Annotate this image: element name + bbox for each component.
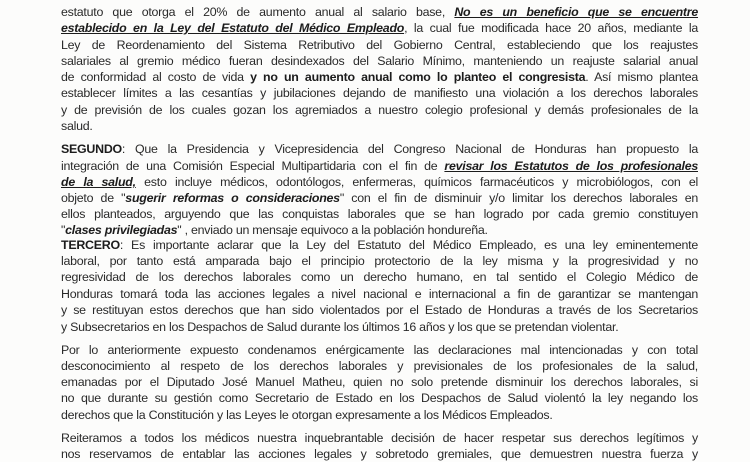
- text-run: y se restituyan estos derechos que han sido violentados por el Estado de Honduras a través de los Secretarios: [61, 303, 698, 317]
- text-run: establecer límites a las cesantías y jubilaciones dejando de manifiesto una violación a los derechos laborales: [61, 86, 698, 100]
- text-run: esto incluye médicos, odontólogos, enfermeras, químicos farmacéuticos y microbiólogos, con el: [135, 175, 699, 189]
- text-run: de conformidad al costo de vida: [61, 70, 251, 84]
- text-run: Ley de Reordenamiento del Sistema Retributivo del Gobierno Central, estableciendo que los reajustes: [61, 38, 698, 52]
- text-run: Por lo anteriormente expuesto condenamos enérgicamente las declaraciones mal intencionadas y con total: [61, 343, 698, 357]
- text-run: " con el fin de disminuir y/o limitar los derechos laborales en: [339, 191, 698, 205]
- text-line: [61, 118, 698, 134]
- emphasized-text-run: sugerir reformas o consideraciones: [125, 191, 340, 205]
- text-line: [61, 85, 698, 101]
- text-line: [61, 430, 698, 446]
- text-line: [61, 37, 698, 53]
- text-line: [61, 174, 698, 190]
- emphasized-text-run: SEGUNDO: [61, 142, 122, 156]
- emphasized-text-run: de la salud,: [61, 175, 136, 189]
- text-line: [61, 358, 698, 374]
- text-run: objeto de ": [61, 191, 126, 205]
- text-run: desconocimiento al respeto de los derechos laborales y previsionales de los profesionales de la salud,: [61, 359, 698, 373]
- text-line: [61, 286, 698, 302]
- text-run: y de previsión de los cuales gozan los agremiados a nuestro colegio profesional y demás profesionales de la: [61, 103, 698, 117]
- text-line: [61, 390, 698, 406]
- text-line: [61, 158, 698, 174]
- text-run: y Subsecretarios en los Despachos de Salud durante los últimos 16 años y los que se pretendan violentar.: [61, 320, 619, 334]
- text-run: salud.: [61, 119, 93, 133]
- text-line: [61, 53, 698, 69]
- text-run: : Que la Presidencia y Vicepresidencia del Congreso Nacional de Honduras han propuesto la: [121, 142, 698, 156]
- text-line: [61, 319, 698, 335]
- emphasized-text-run: y no un aumento anual como lo planteo el congresista: [250, 70, 586, 84]
- text-run: , la cual fue modificada hace 20 años, mediante la: [404, 21, 698, 35]
- text-run: no que durante su gestión como Secretario de Estado en los Despachos de Salud violentó la ley negando los: [61, 391, 698, 405]
- text-line: [61, 269, 698, 285]
- text-run: integración de una Comisión Especial Multipartidaria con el fin de: [61, 159, 445, 173]
- text-line: [61, 342, 698, 358]
- text-run: laboral, por tanto está amparada bajo el principio protectorio de la ley misma y la progresividad y no: [61, 254, 698, 268]
- text-line: [61, 4, 698, 20]
- text-run: : Es importante aclarar que la Ley del Estatuto del Médico Empleado, es una ley eminentemente: [119, 238, 698, 252]
- emphasized-text-run: No es un beneficio que se encuentre: [454, 5, 699, 19]
- text-run: Honduras tomará toda las acciones legales a nivel nacional e internacional a fin de garantizar se mantengan: [61, 287, 698, 301]
- text-line: [61, 237, 698, 253]
- text-run: estatuto que otorga el 20% de aumento anual al salario base,: [61, 5, 455, 19]
- text-line: [61, 20, 698, 36]
- text-run: ": [61, 223, 66, 237]
- text-line: [61, 222, 698, 238]
- text-line: [61, 407, 698, 423]
- text-line: [61, 446, 698, 462]
- text-run: derechos que la Constitución y las Leyes le otorgan expresamente a los Médicos Empleados.: [61, 408, 553, 422]
- text-run: nos reservamos de entablar las acciones legales y sobretodo gremiales, que demuestren nuestra fuerza y: [61, 447, 698, 461]
- text-line: [61, 69, 698, 85]
- emphasized-text-run: establecido en la Ley del Estatuto del Médico Empleado: [61, 21, 405, 35]
- text-line: [61, 190, 698, 206]
- text-line: [61, 374, 698, 390]
- text-run: . Así mismo plantea: [585, 70, 698, 84]
- text-line: [61, 102, 698, 118]
- text-run: salariales al gremio médico fueran desindexados del Salario Mínimo, manteniendo un reajuste salarial anual: [61, 54, 698, 68]
- emphasized-text-run: revisar los Estatutos de los profesionales: [444, 159, 698, 173]
- text-run: Reiteramos a todos los médicos nuestra inquebrantable decisión de hacer respetar sus derechos legítimos y: [61, 431, 698, 445]
- emphasized-text-run: TERCERO: [61, 238, 120, 252]
- emphasized-text-run: clases privilegiadas: [65, 223, 178, 237]
- text-line: [61, 206, 698, 222]
- text-run: emanadas por el Diputado José Manuel Matheu, quien no solo pretende disminuir los derechos laborales, si: [61, 375, 698, 389]
- text-run: regresividad de los derechos laborales como un derecho humano, en tal sentido el Colegio Médico de: [61, 270, 698, 284]
- text-line: [61, 141, 698, 157]
- text-line: [61, 253, 698, 269]
- text-line: [61, 302, 698, 318]
- text-run: ellos planteados, arguyendo que las conquistas laborales que se han logrado por cada gremio constituyen: [61, 207, 698, 221]
- text-run: " , enviado un mensaje equivoco a la población hondureña.: [177, 223, 488, 237]
